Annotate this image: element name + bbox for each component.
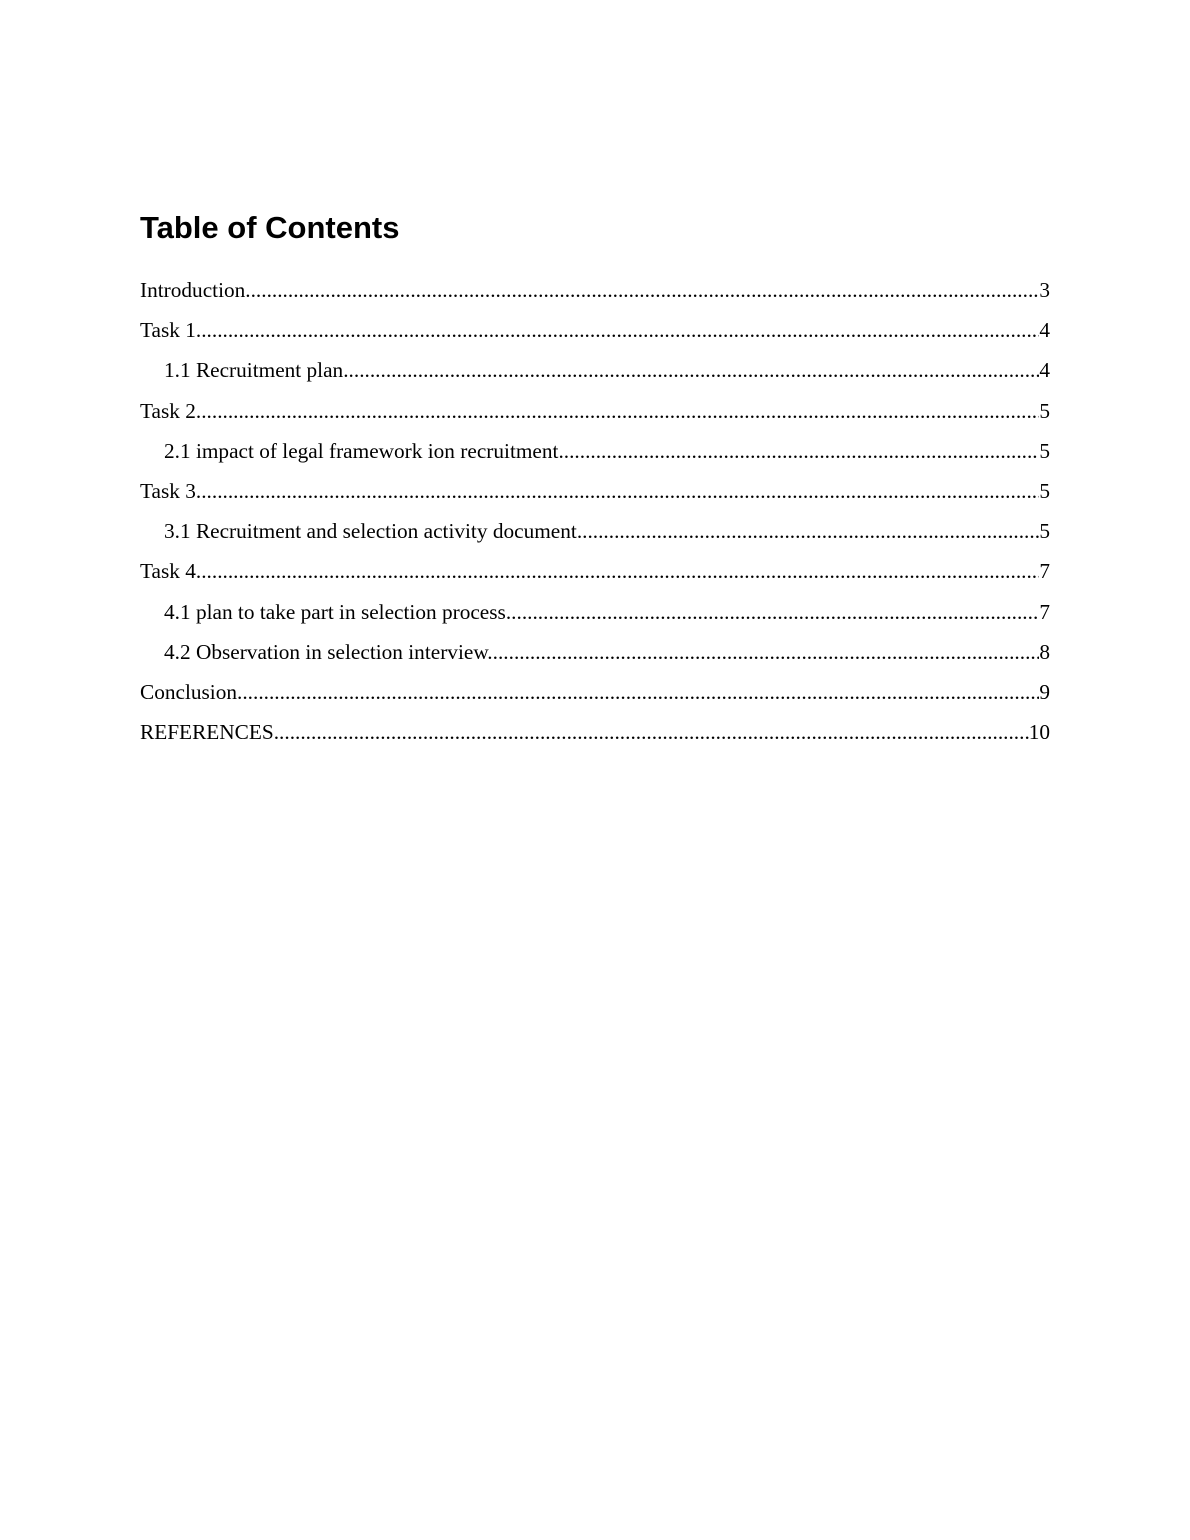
toc-entry-label: 4.2 Observation in selection interview. <box>164 639 493 664</box>
toc-entry-label: Conclusion <box>140 679 238 704</box>
toc-entry-label: Task 3 <box>140 478 196 503</box>
toc-entry-page: 8 <box>1039 639 1050 664</box>
toc-entry-label: 2.1 impact of legal framework ion recruitment <box>164 438 559 463</box>
toc-entry-conclusion[interactable] <box>140 672 1050 712</box>
toc-entry-4-1[interactable] <box>140 592 1050 632</box>
toc-entry-page: 4 <box>1039 358 1050 383</box>
toc-entry-2-1[interactable] <box>140 431 1050 471</box>
toc-dot-leader <box>245 270 1039 310</box>
toc-dot-leader <box>196 471 1039 511</box>
toc-entry-page: 5 <box>1039 398 1050 423</box>
toc-entry-page: 5 <box>1039 478 1050 503</box>
toc-dot-leader <box>274 712 1029 752</box>
toc-entry-label: 1.1 Recruitment plan <box>164 358 344 383</box>
toc-dot-leader <box>196 551 1039 591</box>
toc-entry-task-2[interactable] <box>140 391 1050 431</box>
toc-entry-task-3[interactable] <box>140 471 1050 511</box>
toc-entry-introduction[interactable] <box>140 270 1050 310</box>
toc-entry-page: 3 <box>1039 278 1050 302</box>
toc-entry-page: 5 <box>1039 438 1050 463</box>
toc-dot-leader <box>196 310 1039 350</box>
toc-entry-task-1[interactable] <box>140 310 1050 350</box>
toc-entry-page: 5 <box>1039 519 1050 544</box>
toc-entry-page: 10 <box>1028 720 1050 745</box>
toc-entry-1-1[interactable] <box>140 350 1050 390</box>
toc-dot-leader <box>558 431 1039 471</box>
toc-entry-4-2[interactable] <box>140 632 1050 672</box>
toc-entry-label: Task 1 <box>140 318 196 343</box>
toc-entry-label: 4.1 plan to take part in selection process <box>164 599 506 624</box>
toc-list <box>140 270 1050 752</box>
toc-dot-leader <box>343 350 1039 390</box>
toc-entry-label: Introduction <box>140 278 246 302</box>
toc-entry-page: 7 <box>1039 599 1050 624</box>
toc-dot-leader <box>506 592 1040 632</box>
toc-entry-label: REFERENCES <box>140 720 274 745</box>
toc-entry-task-4[interactable] <box>140 551 1050 591</box>
toc-entry-3-1[interactable] <box>140 511 1050 551</box>
toc-entry-references[interactable] <box>140 712 1050 752</box>
toc-entry-page: 9 <box>1039 679 1050 704</box>
toc-entry-label: Task 2 <box>140 398 196 423</box>
toc-entry-label: 3.1 Recruitment and selection activity document <box>164 519 577 544</box>
toc-title: Table of Contents <box>140 210 400 245</box>
toc-entry-page: 7 <box>1039 559 1050 584</box>
toc-dot-leader <box>196 391 1039 431</box>
toc-dot-leader <box>493 632 1040 672</box>
toc-dot-leader <box>237 672 1039 712</box>
toc-dot-leader <box>577 511 1040 551</box>
toc-entry-label: Task 4 <box>140 559 196 584</box>
toc-entry-page: 4 <box>1039 318 1050 343</box>
